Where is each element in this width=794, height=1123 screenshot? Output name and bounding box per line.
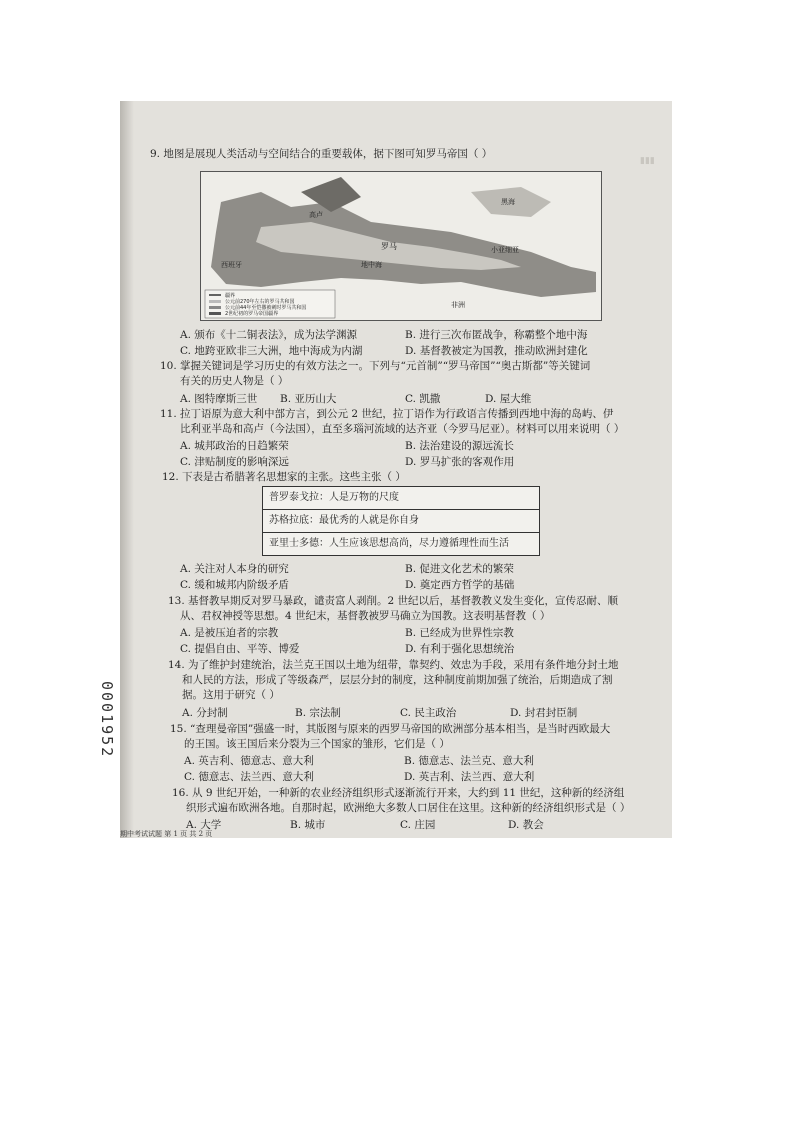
question-10-stem-1: 10. 掌握关键词是学习历史的有效方法之一。下列与“元首制”“罗马帝国”“奥古斯都”等关键词 bbox=[160, 360, 591, 372]
question-11-stem-1: 11. 拉丁语原为意大利中部方言，到公元 2 世纪，拉丁语作为行政语言传播到西地中海的岛屿、伊 bbox=[160, 408, 614, 420]
exam-page bbox=[98, 101, 672, 838]
map-label-gaul: 高卢 bbox=[309, 211, 323, 219]
question-12-stem: 12. 下表是古希腊著名思想家的主张。这些主张（ ） bbox=[162, 471, 406, 483]
q12-option-a: A. 关注对人本身的研究 bbox=[180, 563, 289, 575]
question-15-stem-1: 15. “查理曼帝国”强盛一时，其版图与原来的西罗马帝国的欧洲部分基本相当，是当时西欧最大 bbox=[170, 723, 611, 735]
question-9-stem: 9. 地图是展现人类活动与空间结合的重要载体，据下图可知罗马帝国（ ） bbox=[150, 148, 493, 160]
q14-option-d: D. 封君封臣制 bbox=[510, 707, 578, 719]
question-13-stem-1: 13. 基督教早期反对罗马暴政，谴责富人剥削。2 世纪以后，基督教教义发生变化，宣传忍耐、顺 bbox=[168, 595, 619, 607]
q14-option-c: C. 民主政治 bbox=[400, 707, 457, 719]
q11-option-a: A. 城邦政治的日趋繁荣 bbox=[180, 440, 289, 452]
q16-option-d: D. 教会 bbox=[508, 819, 544, 831]
roman-empire-map bbox=[200, 171, 602, 321]
q11-option-b: B. 法治建设的源远流长 bbox=[405, 440, 514, 452]
map-label-asia-minor: 小亚细亚 bbox=[491, 246, 519, 254]
legend-item-2: 公元前44年至恺撒被刺时罗马共和国 bbox=[225, 305, 307, 311]
q16-option-a: A. 大学 bbox=[186, 819, 222, 831]
q15-option-d: D. 英吉利、法兰西、意大利 bbox=[404, 771, 535, 783]
question-15-stem-2: 的王国。该王国后来分裂为三个国家的雏形，它们是（ ） bbox=[184, 738, 450, 750]
q10-option-c: C. 凯撒 bbox=[405, 393, 441, 405]
question-16-stem-2: 织形式遍布欧洲各地。自那时起，欧洲绝大多数人口居住在这里。这种新的经济组织形式是（ ） bbox=[186, 802, 631, 814]
q14-option-b: B. 宗法制 bbox=[295, 707, 341, 719]
question-14-stem-1: 14. 为了维护封建统治，法兰克王国以土地为纽带，靠契约、效忠为手段，采用有条件地分封土地 bbox=[168, 659, 619, 671]
question-14-stem-3: 据。这用于研究（ ） bbox=[182, 689, 280, 701]
q15-option-b: B. 德意志、法兰克、意大利 bbox=[404, 755, 534, 767]
q9-option-d: D. 基督教被定为国教，推动欧洲封建化 bbox=[405, 345, 588, 357]
question-14-stem-2: 和人民的方法，形成了等级森严，层层分封的制度，这种制度前期加强了统治，后期造成了割 bbox=[182, 674, 613, 686]
q10-option-b: B. 亚历山大 bbox=[280, 393, 337, 405]
table-row: 亚里士多德：人生应该思想高尚，尽力遵循理性而生活 bbox=[269, 538, 509, 549]
q12-option-d: D. 奠定西方哲学的基础 bbox=[405, 579, 515, 591]
q9-option-b: B. 进行三次布匿战争，称霸整个地中海 bbox=[405, 329, 588, 341]
question-10-stem-2: 有关的历史人物是（ ） bbox=[180, 375, 289, 387]
q15-option-a: A. 英吉利、德意志、意大利 bbox=[184, 755, 314, 767]
map-label-rome: 罗马 bbox=[381, 242, 397, 251]
bleed-through: ▮▮▮ bbox=[640, 156, 655, 166]
map-label-black-sea: 黑海 bbox=[501, 198, 515, 206]
q9-option-a: A. 颁布《十二铜表法》，成为法学渊源 bbox=[180, 329, 358, 341]
q10-option-d: D. 屋大维 bbox=[485, 393, 532, 405]
q13-option-a: A. 是被压迫者的宗教 bbox=[180, 627, 279, 639]
q14-option-a: A. 分封制 bbox=[182, 707, 228, 719]
serial-stamp: 0001952 bbox=[98, 681, 116, 759]
map-label-mediterranean: 地中海 bbox=[361, 261, 382, 269]
question-11-stem-2: 比利亚半岛和高卢（今法国），直至多瑙河流域的达齐亚（今罗马尼亚）。材料可以用来说明（ ） bbox=[180, 423, 625, 435]
q12-option-b: B. 促进文化艺术的繁荣 bbox=[405, 563, 514, 575]
q10-option-a: A. 图特摩斯三世 bbox=[180, 393, 258, 405]
legend-item-1: 公元前270年左右的罗马共和国 bbox=[225, 299, 295, 305]
q16-option-b: B. 城市 bbox=[290, 819, 326, 831]
table-row: 苏格拉底：最优秀的人就是你自身 bbox=[263, 510, 539, 533]
table-row: 普罗泰戈拉：人是万物的尺度 bbox=[263, 487, 539, 510]
page-shadow bbox=[120, 101, 134, 838]
thinkers-table bbox=[262, 486, 540, 556]
q9-option-c: C. 地跨亚欧非三大洲，地中海成为内湖 bbox=[180, 345, 363, 357]
question-13-stem-2: 从、君权神授等思想。4 世纪末，基督教被罗马确立为国教。这表明基督教（ ） bbox=[180, 610, 551, 622]
q13-option-d: D. 有利于强化思想统治 bbox=[405, 643, 515, 655]
q11-option-d: D. 罗马扩张的客观作用 bbox=[405, 456, 515, 468]
map-label-africa: 非洲 bbox=[451, 301, 465, 309]
q13-option-c: C. 提倡自由、平等、博爱 bbox=[180, 643, 300, 655]
map-label-spain: 西班牙 bbox=[221, 261, 242, 269]
q11-option-c: C. 津贴制度的影响深远 bbox=[180, 456, 289, 468]
q12-option-c: C. 缓和城邦内阶级矛盾 bbox=[180, 579, 289, 591]
page-footer: 期中考试试题 第 1 页 共 2 页 bbox=[120, 830, 213, 838]
q16-option-c: C. 庄园 bbox=[400, 819, 436, 831]
q13-option-b: B. 已经成为世界性宗教 bbox=[405, 627, 514, 639]
map-graphic bbox=[201, 172, 601, 320]
question-16-stem-1: 16. 从 9 世纪开始，一种新的农业经济组织形式逐渐流行开来，大约到 11 世纪，这种新的经济组 bbox=[172, 787, 625, 799]
legend-item-3: 2世纪初的罗马帝国疆界 bbox=[225, 311, 279, 317]
q15-option-c: C. 德意志、法兰西、意大利 bbox=[184, 771, 314, 783]
legend-item-0: 疆界 bbox=[225, 293, 236, 299]
